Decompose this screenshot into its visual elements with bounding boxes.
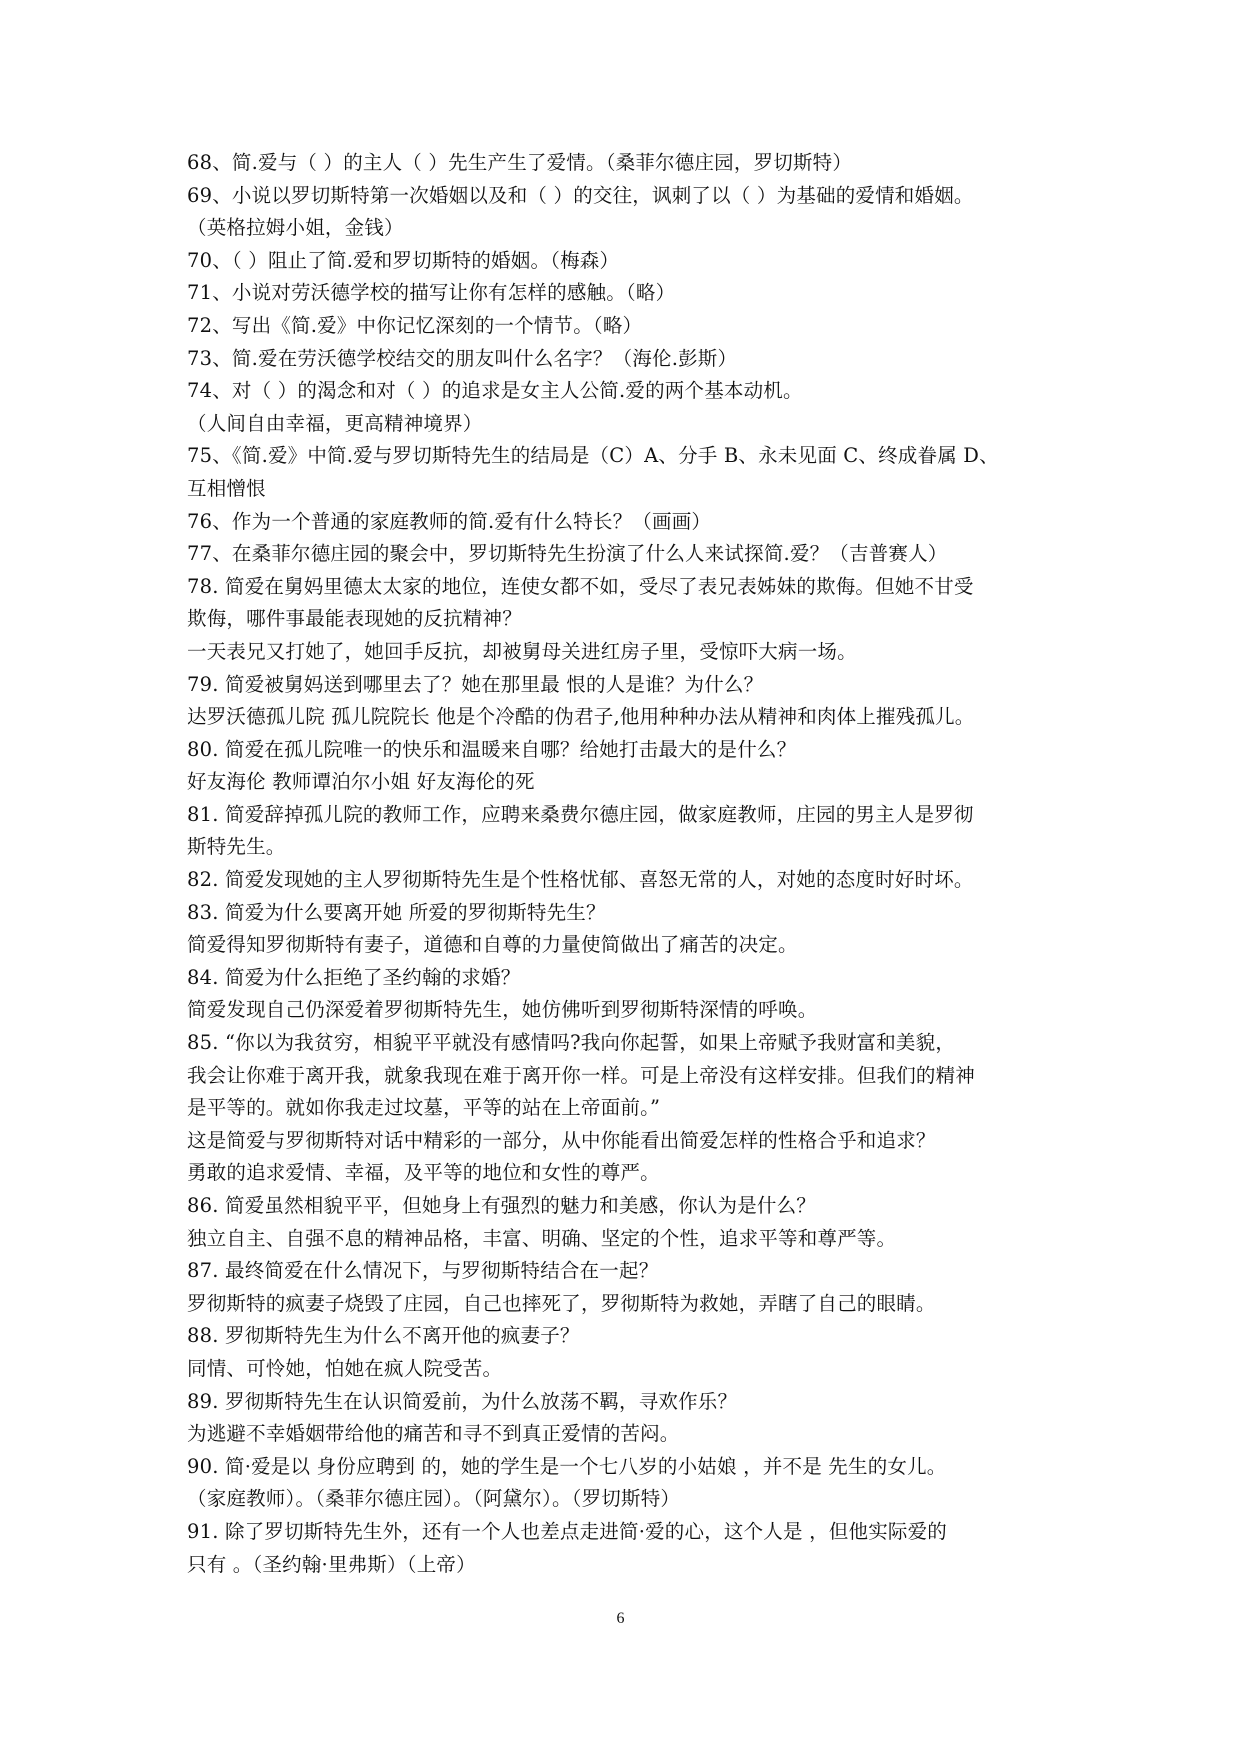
text-line: 独立自主、自强不息的精神品格，丰富、明确、坚定的个性，追求平等和尊严等。: [187, 1226, 897, 1250]
text-line: （英格拉姆小姐，金钱）: [187, 216, 404, 240]
text-line: 简爱发现自己仍深爱着罗彻斯特先生，她仿佛听到罗彻斯特深情的呼唤。: [187, 998, 818, 1022]
text-line: 一天表兄又打她了，她回手反抗，却被舅母关进红房子里，受惊吓大病一场。: [187, 639, 857, 663]
text-line: 欺侮，哪件事最能表现她的反抗精神？: [187, 607, 522, 631]
text-line: 86. 简爱虽然相貌平平，但她身上有强烈的魅力和美感，你认为是什么？: [187, 1194, 817, 1217]
text-line: 罗彻斯特的疯妻子烧毁了庄园，自己也摔死了，罗彻斯特为救她，弄瞎了自己的眼睛。: [187, 1291, 936, 1315]
text-line: 76、作为一个普通的家庭教师的简.爱有什么特长？（画画）: [187, 509, 712, 533]
text-line: 88. 罗彻斯特先生为什么不离开他的疯妻子？: [187, 1324, 580, 1348]
text-line: 这是简爱与罗彻斯特对话中精彩的一部分，从中你能看出简爱怎样的性格合乎和追求？: [187, 1128, 936, 1152]
text-line: 73、简.爱在劳沃德学校结交的朋友叫什么名字？（海伦.彭斯）: [187, 346, 738, 370]
text-line: 互相憎恨: [187, 476, 266, 500]
text-line: 79. 简爱被舅妈送到哪里去了？她在那里最 恨的人是谁？为什么？: [187, 672, 764, 696]
text-line: 82. 简爱发现她的主人罗彻斯特先生是个性格忧郁、喜怒无常的人，对她的态度时好时坏。: [187, 868, 974, 892]
text-line: 是平等的。就如你我走过坟墓，平等的站在上帝面前。”: [187, 1096, 661, 1120]
text-line: 勇敢的追求爱情、幸福，及平等的地位和女性的尊严。: [187, 1161, 660, 1185]
text-line: 78. 简爱在舅妈里德太太家的地位，连使女都不如，受尽了表兄表姊妹的欺侮。但她不甘受: [187, 574, 974, 598]
text-line: 74、对（ ）的渴念和对（ ）的追求是女主人公简.爱的两个基本动机。: [187, 379, 803, 403]
text-line: 我会让你难于离开我，就象我现在难于离开你一样。可是上帝没有这样安排。但我们的精神: [187, 1063, 976, 1087]
text-line: 同情、可怜她，怕她在疯人院受苦。: [187, 1356, 503, 1380]
text-line: 69、小说以罗切斯特第一次婚姻以及和（ ）的交往，讽刺了以（ ）为基础的爱情和婚姻。: [187, 183, 974, 207]
text-line: 83. 简爱为什么要离开她 所爱的罗彻斯特先生？: [187, 900, 606, 924]
text-line: 84. 简爱为什么拒绝了圣约翰的求婚？: [187, 965, 521, 989]
text-line: 85. “你以为我贫穷，相貌平平就没有感情吗?我向你起誓，如果上帝赋予我财富和美貌，: [187, 1031, 956, 1055]
text-line: 90. 简·爱是以 身份应聘到 的，她的学生是一个七八岁的小姑娘 ，并不是 先生的女儿。: [187, 1454, 947, 1478]
text-line: 只有 。（圣约翰·里弗斯）（上帝）: [187, 1552, 476, 1576]
text-line: 达罗沃德孤儿院 孤儿院院长 他是个冷酷的伪君子,他用种种办法从精神和肉体上摧残孤儿。: [187, 705, 975, 729]
text-line: 80. 简爱在孤儿院唯一的快乐和温暖来自哪？给她打击最大的是什么？: [187, 737, 797, 761]
text-line: 75、《简.爱》中简.爱与罗切斯特先生的结局是（C）A、分手 B、永未见面 C、终成眷属 D、: [187, 444, 999, 468]
text-line: 81. 简爱辞掉孤儿院的教师工作，应聘来桑费尔德庄园，做家庭教师，庄园的男主人是罗彻: [187, 802, 974, 826]
text-line: （家庭教师）。（桑菲尔德庄园）。（阿黛尔）。（罗切斯特）: [187, 1487, 681, 1511]
text-line: 简爱得知罗彻斯特有妻子，道德和自尊的力量使简做出了痛苦的决定。: [187, 933, 798, 957]
text-line: 为逃避不幸婚姻带给他的痛苦和寻不到真正爱情的苦闷。: [187, 1422, 680, 1446]
text-line: 好友海伦 教师谭泊尔小姐 好友海伦的死: [187, 770, 535, 794]
text-line: 91. 除了罗切斯特先生外，还有一个人也差点走进简·爱的心，这个人是 ，但他实际爱的: [187, 1519, 948, 1543]
page-number: 6: [616, 1610, 625, 1627]
text-line: 89. 罗彻斯特先生在认识简爱前，为什么放荡不羁，寻欢作乐？: [187, 1389, 738, 1413]
document-body: [187, 147, 1082, 1581]
text-line: 71、小说对劳沃德学校的描写让你有怎样的感触。（略）: [187, 281, 676, 305]
text-line: 68、简.爱与（ ）的主人（ ）先生产生了爱情。（桑菲尔德庄园，罗切斯特）: [187, 151, 853, 174]
text-line: （人间自由幸福，更高精神境界）: [187, 411, 483, 435]
text-line: 斯特先生。: [187, 835, 286, 859]
text-line: 70、（ ）阻止了简.爱和罗切斯特的婚姻。（梅森）: [187, 248, 620, 272]
text-line: 72、写出《简.爱》中你记忆深刻的一个情节。（略）: [187, 313, 643, 337]
text-line: 87. 最终简爱在什么情况下，与罗彻斯特结合在一起？: [187, 1259, 659, 1283]
text-line: 77、在桑菲尔德庄园的聚会中，罗切斯特先生扮演了什么人来试探简.爱？（吉普赛人）: [187, 542, 948, 566]
